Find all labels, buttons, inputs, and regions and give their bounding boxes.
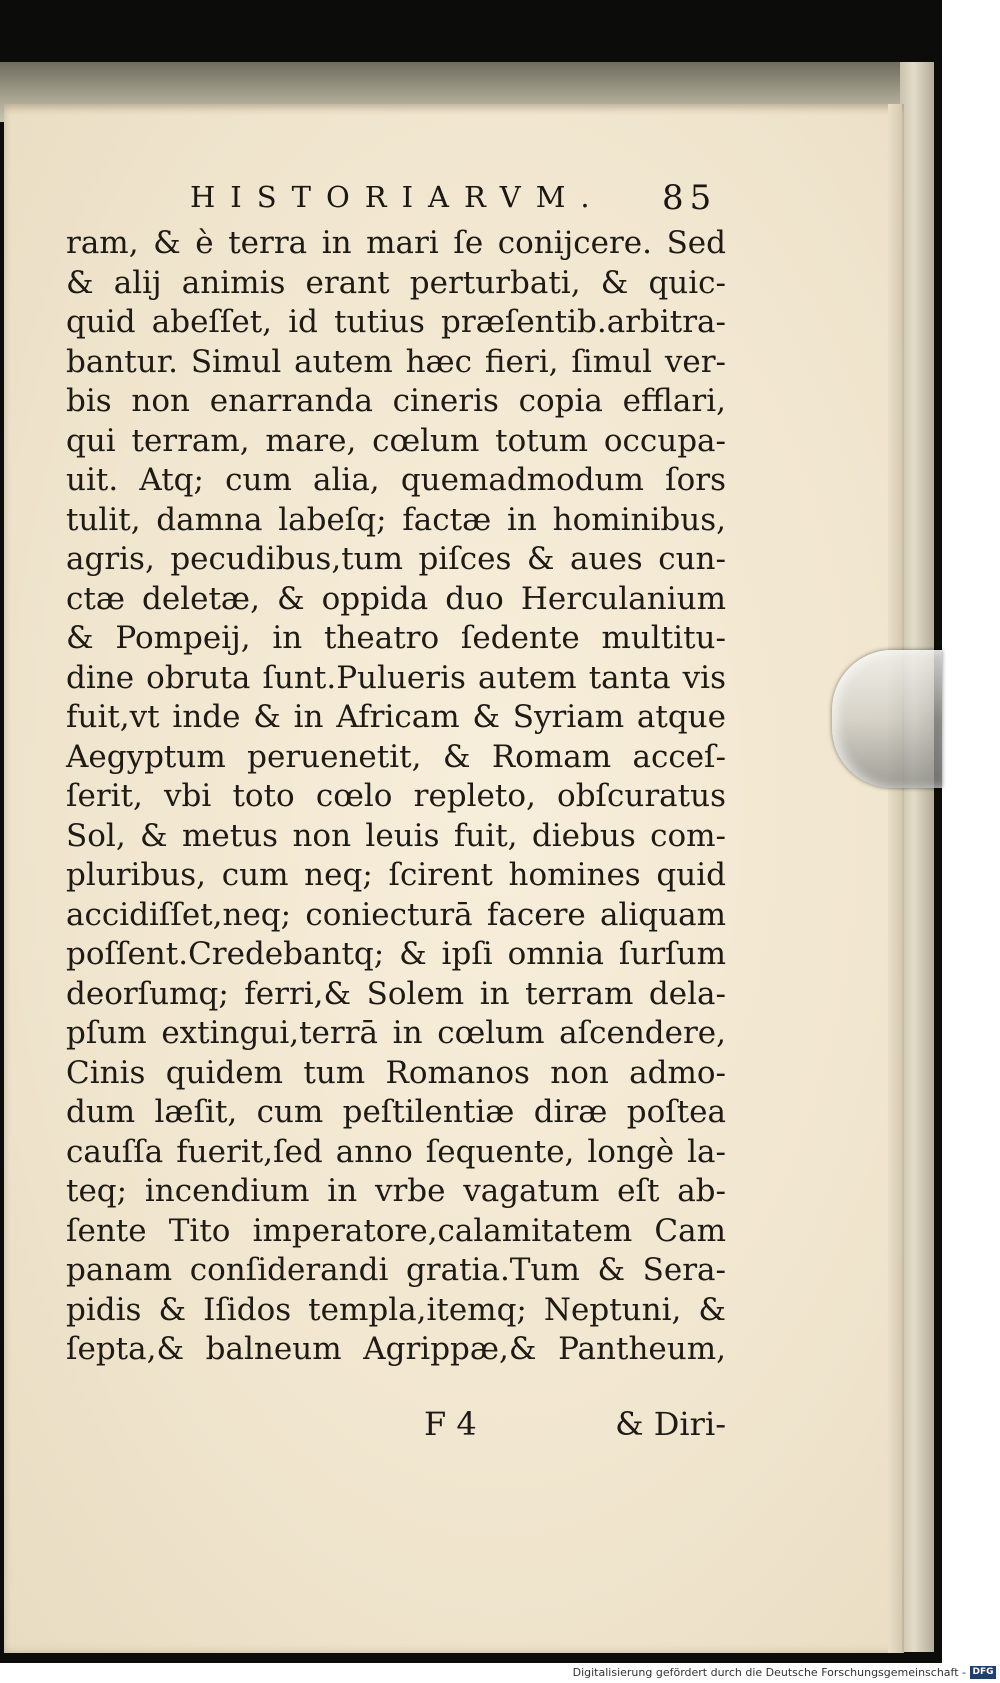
text-line: dum læſit, cum peſtilentiæ diræ poſtea [66,1094,726,1130]
text-line: pſum extingui,terrā in cœlum aſcendere, [66,1015,726,1051]
text-line: Sol, & metus non leuis fuit, diebus com- [66,817,726,854]
page-edge [888,104,902,1653]
text-line: ſerit, vbi toto cœlo repleto, obſcuratus [66,778,726,814]
text-line: Cinis quidem tum Romanos non admo- [66,1054,726,1091]
signature-mark: F 4 [424,1405,477,1443]
text-line: dine obruta ſunt.Pulueris autem tanta vis [66,659,726,696]
text-line: quid abeſſet, id tutius præſentib.arbitra- [66,304,726,340]
footer-bar [0,1663,1000,1683]
text-line: fuit,vt inde & in Africam & Syriam atque [66,699,726,735]
page-number: 85 [662,178,718,218]
text-line: & Pompeij, in theatro ſedente multitu- [66,620,726,656]
text-line: agris, pecudibus,tum piſces & aues cun- [66,541,726,577]
catch-line [424,1405,726,1443]
body-text [66,224,726,1370]
text-line: teq; incendium in vrbe vagatum eſt ab- [66,1173,726,1209]
text-line: uit. Atq; cum alia, quemadmodum ſors [66,462,726,498]
text-line: accidiſſet,neq; coniecturā facere aliquam [66,896,726,933]
cover-board-right [900,62,934,1652]
catchword: & Diri- [615,1405,726,1443]
text-line: tulit, damna labeſq; factæ in hominibus, [66,501,726,538]
text-line: Aegyptum peruenetit, & Romam acceſ- [66,738,726,775]
text-line: & alij animis erant perturbati, & quic- [66,264,726,301]
running-head: HISTORIARVM. [190,180,605,214]
text-line: bis non enarranda cineris copia efflari, [66,383,726,419]
dfg-logo: DFG [970,1666,996,1679]
text-line: deorſumq; ferri,& Solem in terram dela- [66,975,726,1012]
text-line: panam conſiderandi gratia.Tum & Sera- [66,1252,726,1288]
text-line: ctæ deletæ, & oppida duo Herculanium [66,580,726,617]
text-line: pluribus, cum neq; ſcirent homines quid [66,857,726,893]
footer-credit: Digitalisierung gefördert durch die Deutsche Forschungsgemeinschaft - [572,1666,966,1679]
text-line: cauſſa fuerit,ſed anno ſequente, longè la- [66,1133,726,1170]
text-line: poſſent.Credebantq; & ipſi omnia ſurſum [66,936,726,972]
text-line: bantur. Simul autem hæc fieri, ſimul ver- [66,343,726,380]
text-line: ram, & è terra in mari ſe conijcere. Sed [66,225,726,261]
text-line: pidis & Iſidos templa,itemq; Neptuni, & [66,1291,726,1328]
text-line: ſepta,& balneum Agrippæ,& Pantheum, [66,1331,726,1367]
text-line: ſente Tito imperatore,calamitatem Cam [66,1212,726,1249]
text-line: qui terram, mare, cœlum totum occupa- [66,422,726,459]
page-clip [832,650,942,788]
